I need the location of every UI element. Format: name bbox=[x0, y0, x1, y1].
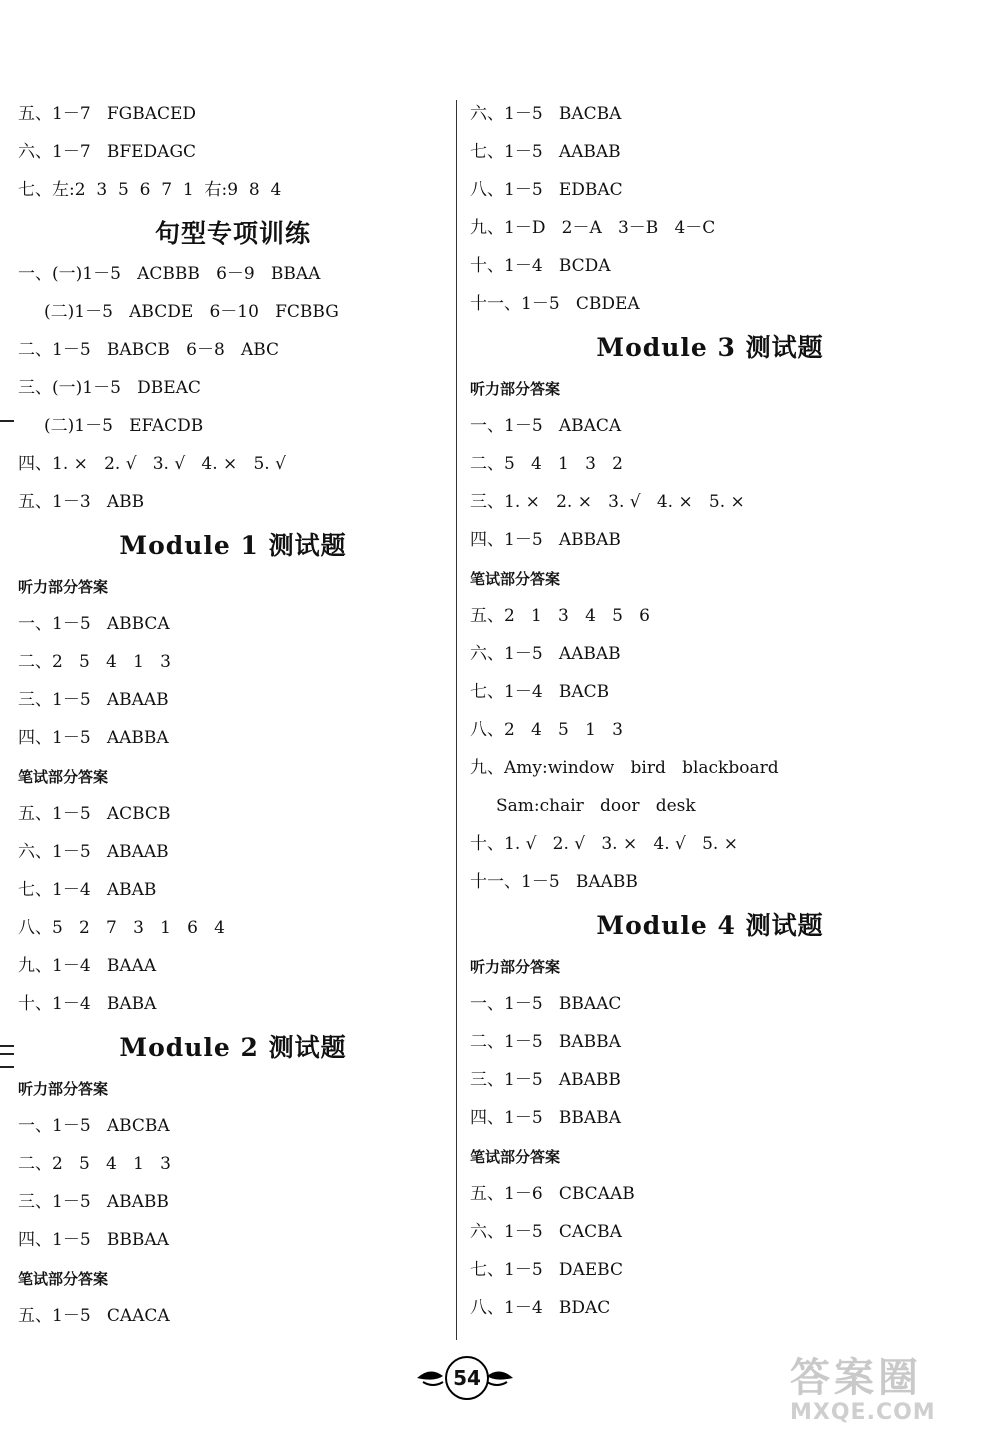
answer-line: 一、1－5 ABBCA bbox=[18, 614, 170, 634]
right-answer-column bbox=[470, 95, 950, 1327]
answer-line: 四、1－5 BBBAA bbox=[18, 1230, 169, 1250]
answer-line: (二)1－5 ABCDE 6－10 FCBBG bbox=[44, 302, 339, 322]
subsection-label: 听力部分答案 bbox=[470, 957, 561, 976]
answer-line: 七、1－5 AABAB bbox=[470, 142, 621, 162]
answer-line: (二)1－5 EFACDB bbox=[44, 416, 204, 436]
answer-line: 五、1－5 ACBCB bbox=[18, 804, 171, 824]
answer-line: 七、1－4 BACB bbox=[470, 682, 610, 702]
page-number: 54 bbox=[445, 1356, 489, 1400]
answer-line: 六、1－5 CACBA bbox=[470, 1222, 622, 1242]
answer-line: 十一、1－5 BAABB bbox=[470, 872, 638, 892]
answer-line: 二、1－5 BABCB 6－8 ABC bbox=[18, 340, 280, 360]
answer-line: 一、1－5 BBAAC bbox=[470, 994, 622, 1014]
answer-line: 九、1－D 2－A 3－B 4－C bbox=[470, 218, 716, 238]
answer-line: 三、(一)1－5 DBEAC bbox=[18, 378, 201, 398]
answer-line: 十一、1－5 CBDEA bbox=[470, 294, 640, 314]
answer-line: 九、1－4 BAAA bbox=[18, 956, 157, 976]
answer-line: 六、1－7 BFEDAGC bbox=[18, 142, 197, 162]
answer-line: 二、2 5 4 1 3 bbox=[18, 652, 171, 672]
answer-line: 四、1. × 2. √ 3. √ 4. × 5. √ bbox=[18, 454, 286, 474]
subsection-label: 听力部分答案 bbox=[18, 577, 109, 596]
answer-line: Sam:chair door desk bbox=[496, 796, 696, 816]
answer-line: 十、1－4 BABA bbox=[18, 994, 157, 1014]
answer-line: 三、1. × 2. × 3. √ 4. × 5. × bbox=[470, 492, 745, 512]
section-heading: Module 1 测试题 bbox=[119, 531, 347, 560]
subsection-label: 听力部分答案 bbox=[470, 379, 561, 398]
section-heading: 句型专项训练 bbox=[154, 219, 311, 248]
answer-line: 八、1－5 EDBAC bbox=[470, 180, 623, 200]
subsection-label: 笔试部分答案 bbox=[18, 1269, 109, 1288]
answer-line: 四、1－5 ABBAB bbox=[470, 530, 621, 550]
watermark bbox=[790, 1356, 990, 1434]
left-answer-column bbox=[18, 95, 448, 1335]
edge-mark bbox=[0, 1066, 14, 1068]
answer-line: 二、5 4 1 3 2 bbox=[470, 454, 623, 474]
answer-line: 十、1. √ 2. √ 3. × 4. √ 5. × bbox=[470, 834, 738, 854]
section-heading: Module 3 测试题 bbox=[596, 333, 824, 362]
edge-mark bbox=[0, 1045, 14, 1047]
answer-line: 二、1－5 BABBA bbox=[470, 1032, 621, 1052]
subsection-label: 听力部分答案 bbox=[18, 1079, 109, 1098]
answer-line: 十、1－4 BCDA bbox=[470, 256, 611, 276]
answer-line: 四、1－5 AABBA bbox=[18, 728, 169, 748]
answer-line: 五、1－6 CBCAAB bbox=[470, 1184, 635, 1204]
answer-line: 七、1－4 ABAB bbox=[18, 880, 157, 900]
watermark-logo: 答案圈 bbox=[790, 1355, 922, 1401]
answer-line: 九、Amy:window bird blackboard bbox=[470, 758, 779, 778]
watermark-url: MXQE.COM bbox=[790, 1400, 936, 1425]
answer-line: 一、1－5 ABACA bbox=[470, 416, 622, 436]
answer-line: 三、1－5 ABAAB bbox=[18, 690, 169, 710]
answer-line: 八、2 4 5 1 3 bbox=[470, 720, 623, 740]
answer-line: 五、2 1 3 4 5 6 bbox=[470, 606, 650, 626]
answer-line: 一、1－5 ABCBA bbox=[18, 1116, 170, 1136]
answer-line: 七、1－5 DAEBC bbox=[470, 1260, 623, 1280]
answer-line: 五、1－7 FGBACED bbox=[18, 104, 197, 124]
page-number-ornament bbox=[415, 1352, 515, 1404]
section-heading: Module 4 测试题 bbox=[596, 911, 824, 940]
column-divider bbox=[456, 100, 457, 1340]
edge-mark bbox=[0, 1053, 14, 1055]
answer-line: 一、(一)1－5 ACBBB 6－9 BBAA bbox=[18, 264, 321, 284]
answer-line: 六、1－5 ABAAB bbox=[18, 842, 169, 862]
answer-line: 三、1－5 ABABB bbox=[470, 1070, 621, 1090]
answer-line: 六、1－5 AABAB bbox=[470, 644, 621, 664]
edge-mark bbox=[0, 420, 14, 422]
section-heading: Module 2 测试题 bbox=[119, 1033, 347, 1062]
answer-line: 六、1－5 BACBA bbox=[470, 104, 622, 124]
answer-line: 八、5 2 7 3 1 6 4 bbox=[18, 918, 225, 938]
answer-line: 二、2 5 4 1 3 bbox=[18, 1154, 171, 1174]
subsection-label: 笔试部分答案 bbox=[470, 569, 561, 588]
answer-line: 五、1－3 ABB bbox=[18, 492, 145, 512]
subsection-label: 笔试部分答案 bbox=[470, 1147, 561, 1166]
answer-line: 三、1－5 ABABB bbox=[18, 1192, 169, 1212]
answer-line: 四、1－5 BBABA bbox=[470, 1108, 621, 1128]
answer-line: 八、1－4 BDAC bbox=[470, 1298, 611, 1318]
answer-line: 七、左:2 3 5 6 7 1 右:9 8 4 bbox=[18, 180, 282, 200]
answer-line: 五、1－5 CAACA bbox=[18, 1306, 170, 1326]
subsection-label: 笔试部分答案 bbox=[18, 767, 109, 786]
